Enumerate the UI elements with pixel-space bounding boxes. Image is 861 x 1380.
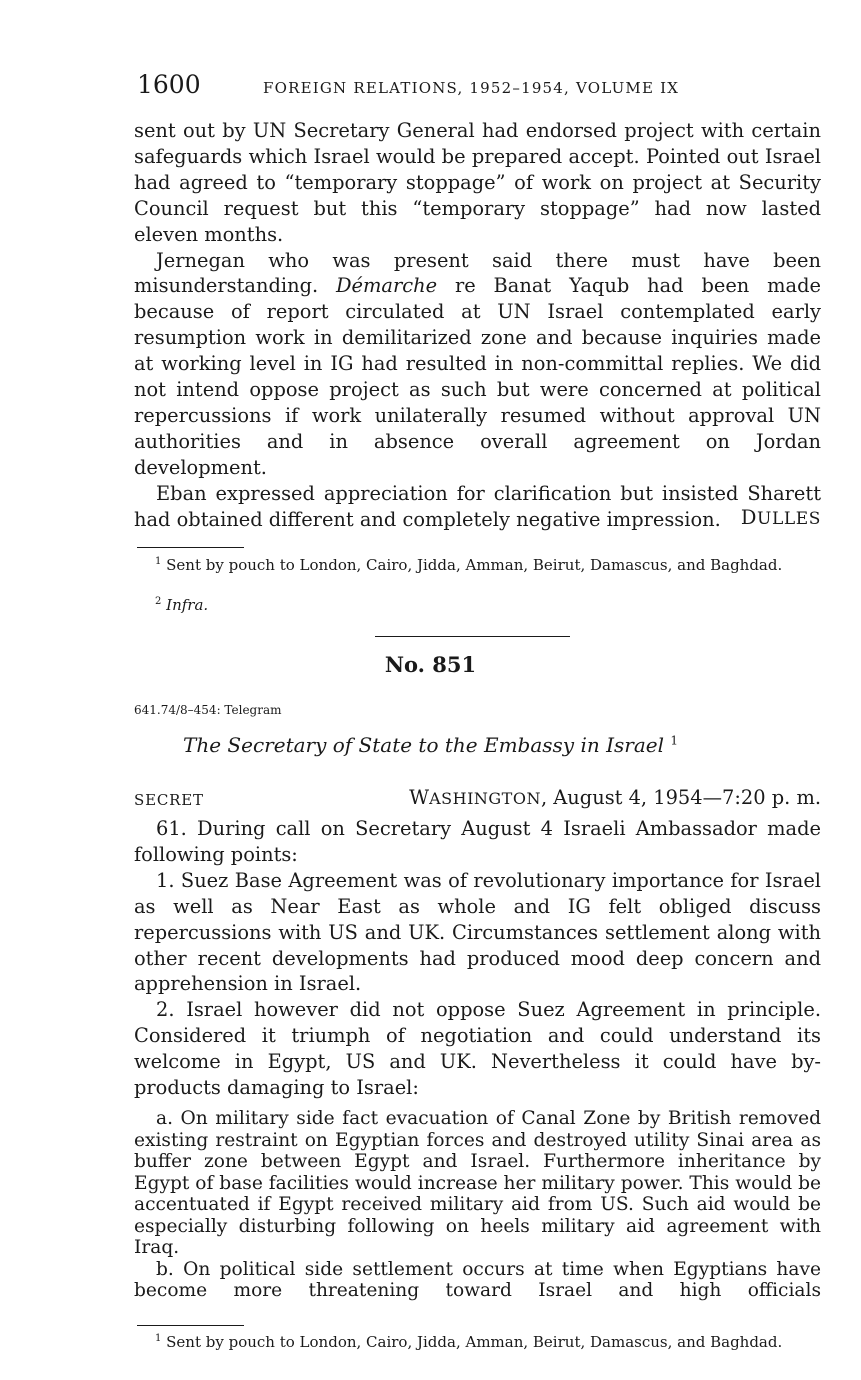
page-number: 1600 (137, 70, 201, 99)
dateline: WASHINGTON, August 4, 1954—7:20 p. m. (409, 786, 821, 809)
telegram-subpoints (134, 1108, 821, 1302)
document-number: No. 851 (384, 652, 477, 677)
body-paragraph: 61. During call on Secretary August 4 Israeli Ambassador made following points: (134, 817, 821, 866)
telegram-text (134, 816, 821, 1101)
file-reference: 641.74/8–454: Telegram (134, 703, 282, 717)
body-paragraph: sent out by UN Secretary General had endorsed project with certain safeguards which Israel would be prepared accept. Pointed out Israel had agreed to “temporary stoppage” of work on project at Security Council request but this “temporary stoppage” had now lasted eleven months. (134, 119, 821, 246)
footnote-rule (137, 1325, 244, 1326)
sub-paragraph: b. On political side settlement occurs at time when Egyptians have become more threatening toward Israel and high officials (134, 1258, 821, 1301)
running-head: FOREIGN RELATIONS, 1952–1954, VOLUME IX (263, 79, 680, 97)
jernegan-rest: re Banat Yaqub had been made because of report circulated at UN Israel contemplated early resumption work in demilitarized zone and because inquiries made at working level in IG had resulted in non-committal replies. We did not intend oppose project as such but were concerned at political repercussions if work unilaterally resumed without approval UN authorities and in absence overall agreement on Jordan development. (134, 274, 821, 479)
body-paragraph: Eban expressed appreciation for clarification but insisted Sharett had obtained different and completely negative impression. (134, 481, 821, 531)
footnote: $^1$ Sent by pouch to London, Cairo, Jidda, Amman, Beirut, Damascus, and Baghdad. (155, 1333, 783, 1351)
body-paragraph-jernegan (134, 248, 821, 481)
page-header (137, 70, 827, 104)
footnote: $^1$ Sent by pouch to London, Cairo, Jidda, Amman, Beirut, Damascus, and Baghdad. (155, 556, 783, 574)
sub-paragraph: a. On military side fact evacuation of Canal Zone by British removed existing restraint on Egyptian forces and destroyed utility Sinai area as buffer zone between Egypt and Israel. Furthermore inheritance by Egypt of base facilities would increase her military power. This would be accentuated if Egypt received military aid from US. Such aid would be especially disturbing following on heels military aid agreement with Iraq. (134, 1108, 821, 1258)
footnote-rule (137, 547, 244, 548)
classification: SECRET (134, 791, 204, 809)
footnote: $^2$ Infra. (155, 596, 209, 614)
section-divider (375, 636, 570, 637)
signature: DULLES (740, 506, 821, 529)
jernegan-lead: Jernegan who was present said there must have been misunderstanding. (134, 248, 821, 298)
body-paragraph: 2. Israel however did not oppose Suez Agreement in principle. Considered it triumph of negotiation and could understand its welcome in Egypt, US and UK. Nevertheless it could have by-products damaging to Israel: (134, 998, 821, 1100)
body-paragraph: 1. Suez Base Agreement was of revolutionary importance for Israel as well as Near East as whole and IG felt obliged discuss repercussions with US and UK. Circumstances settlement along with other recent developments had produced mood deep concern and apprehension in Israel. (134, 868, 821, 996)
demarche-word: Démarche (336, 274, 438, 298)
document-title: The Secretary of State to the Embassy in Israel $^1$ (183, 733, 678, 757)
prior-document-text (134, 118, 821, 533)
